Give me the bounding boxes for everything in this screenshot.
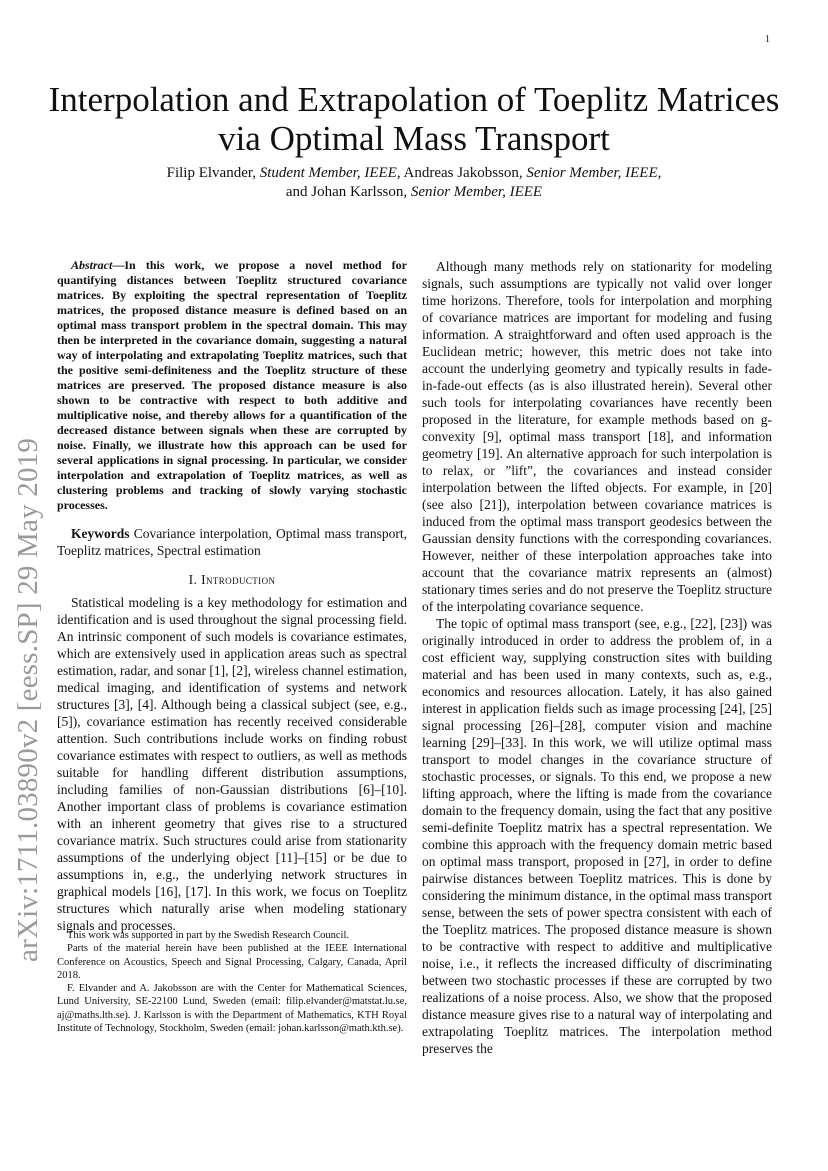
title-line-1: Interpolation and Extrapolation of Toeplitz Matrices	[48, 80, 780, 119]
keywords-label: Keywords	[71, 526, 130, 541]
author-line-1	[60, 164, 768, 183]
footnote-publication: Parts of the material herein have been published at the IEEE International Conference on Acoustics, Speech and Signal Processing, Calgary, Canada, April 2018.	[57, 943, 407, 981]
author-role: Senior Member, IEEE	[410, 184, 543, 200]
section-heading	[57, 571, 407, 588]
author-role: Student Member, IEEE	[259, 165, 397, 181]
paragraph-optimal-mass-transport: The topic of optimal mass transport (see, e.g., [22], [23]) was originally introduced in order to address the problem of, in a cost efficient way, supplying construction sites with building material and has been used in many contexts, such as, e.g., economics and resources allocation. Lately, it has also gained interest in application fields such as image processing [24], [25] signal processing [26]–[28], computer vision and machine learning [29]–[33]. In this work, we will utilize optimal mass transport to model changes in the covariance structure of stochastic processes, or signals. To this end, we propose a new lifting approach, where the lifting is made from the covariance domain to the frequency domain, using the fact that any positive semi-definite Toeplitz matrix has a spectral representation. We combine this approach with the frequency domain metric based on optimal mass transport, proposed in [27], in order to define pairwise distances between Toeplitz matrices. This is done by considering the minimum distance, in the optimal mass transport sense, between the sets of power spectra consistent with each of the Toeplitz matrices. The proposed distance measure is shown to be contractive with respect to additive and multiplicative noise, i.e., it reflects the increased difficulty of discriminating between two stochastic processes if these are corrupted by two realizations of a noise process. Also, we show that the proposed distance measure gives rise to a natural way of interpolating and extrapolating Toeplitz matrices. The interpolation method preserves the	[422, 616, 772, 1056]
author-name: , Andreas Jakobsson,	[396, 165, 527, 181]
page-number: 1	[765, 34, 770, 45]
intro-paragraph: Statistical modeling is a key methodology for estimation and identification and is used throughout the signal processing field. An intrinsic component of such models is covariance estimates, which are extensively used in application areas such as spectral estimation, radar, and sonar [1], [2], wireless channel estimation, medical imaging, and identification of systems and network structures [3], [4]. Although being a classical subject (see, e.g., [5]), covariance estimation has recently received considerable attention. Such contributions include works on finding robust covariance estimates with respect to outliers, as well as methods suitable for handling different distribution assumptions, including families of non-Gaussian distributions [6]–[10]. Another important class of problems is covariance estimation with an inherent geometry that gives rise to a structured covariance matrix. Such structures could arise from stationarity assumptions of the underlying object [11]–[15] or be due to assumptions in, e.g., the underlying network structures in graphical models [16], [17]. In this work, we focus on Toeplitz structures which naturally arise when modeling stationary signals and processes.	[57, 595, 407, 933]
keywords-text: Covariance interpolation, Optimal mass transport, Toeplitz matrices, Spectral estimation	[57, 526, 407, 558]
right-column	[422, 258, 772, 1057]
section-title: Introduction	[201, 572, 276, 587]
author-role: Senior Member, IEEE	[526, 165, 658, 181]
abstract-label: Abstract	[71, 258, 113, 272]
author-line-2	[60, 183, 768, 202]
author-list	[60, 164, 768, 202]
abstract	[57, 258, 407, 513]
left-column	[57, 258, 407, 934]
paper-title	[40, 80, 788, 158]
author-name: and Johan Karlsson,	[285, 184, 411, 200]
footnote-funding: This work was supported in part by the Swedish Research Council.	[67, 930, 349, 941]
footnotes	[57, 929, 407, 1035]
paragraph-interpolation-tools: Although many methods rely on stationarity for modeling signals, such assumptions are typically not valid over longer time horizons. Therefore, tools for interpolation and morphing of covariance matrices are important for modeling and fusing information. A straightforward and often used approach is the Euclidean metric; however, this metric does not take into account the underlying geometry and typically results in fade-in-fade-out effects (as is also illustrated herein). Several other such tools for interpolating covariances have recently been proposed in the literature, for example methods based on g-convexity [9], optimal mass transport [18], and information geometry [19]. An alternative approach for such interpolation is to relax, or ”lift”, the covariances and instead consider interpolation between the lifted objects. For example, in [20] (see also [21]), interpolation between covariance matrices is induced from the optimal mass transport geodesics between the Gaussian density functions with the corresponding covariances. However, neither of these interpolation approaches take into account that the covariance matrix represents an (almost) stationary times series and do not preserve the Toeplitz structure of the interpolating covariance sequence.	[422, 259, 772, 614]
footnote-affiliations: F. Elvander and A. Jakobsson are with the Center for Mathematical Sciences, Lund University, SE-22100 Lund, Sweden (email: filip.elvander@matstat.lu.se, aj@maths.lth.se). J. Karlsson is with the Department of Mathematics, KTH Royal Institute of Technology, Stockholm, Sweden (email: johan.karlsson@math.kth.se).	[57, 983, 407, 1035]
keywords	[57, 525, 407, 559]
arxiv-stamp: arXiv:1711.03890v2 [eess.SP] 29 May 2019	[12, 437, 44, 962]
title-line-2: via Optimal Mass Transport	[218, 119, 610, 158]
author-separator: ,	[657, 165, 662, 181]
author-name: Filip Elvander,	[166, 165, 260, 181]
section-numeral: I.	[188, 572, 202, 587]
abstract-text: —In this work, we propose a novel method for quantifying distances between Toeplitz structured covariance matrices. By exploiting the spectral representation of Toeplitz matrices, the proposed distance measure is defined based on an optimal mass transport problem in the spectral domain. This may then be interpreted in the covariance domain, suggesting a natural way of interpolating and extrapolating Toeplitz matrices, such that the positive semi-definiteness and the Toeplitz structure of these matrices are preserved. The proposed distance measure is also shown to be contractive with respect to both additive and multiplicative noise, and thereby allows for a quantification of the decreased distance between signals when these are corrupted by noise. Finally, we illustrate how this approach can be used for several applications in signal processing. In particular, we consider interpolation and extrapolation of Toeplitz matrices, as well as clustering problems and tracking of slowly varying stochastic processes.	[57, 258, 407, 512]
